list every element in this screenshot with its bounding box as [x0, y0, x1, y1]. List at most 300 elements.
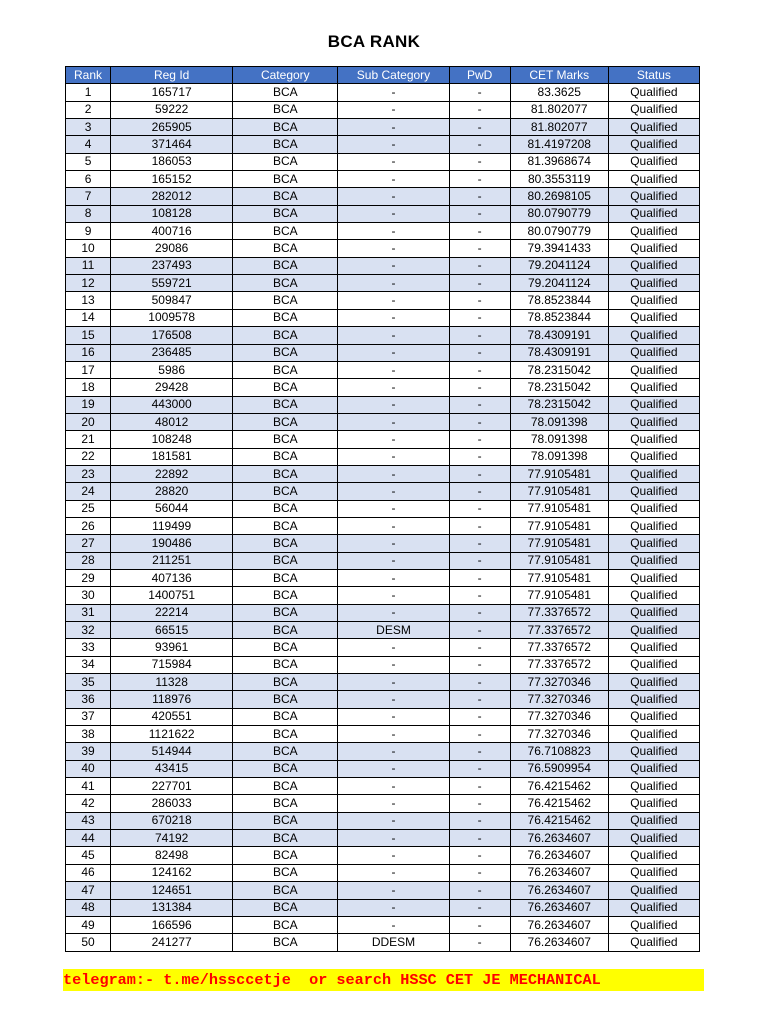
cell-cet-marks: 77.9105481 — [510, 465, 608, 482]
cell-pwd: - — [449, 153, 510, 170]
table-row — [66, 743, 700, 760]
cell-reg-id: 443000 — [111, 396, 233, 413]
cell-category: BCA — [233, 327, 338, 344]
cell-category: BCA — [233, 604, 338, 621]
cell-status: Qualified — [608, 275, 699, 292]
cell-cet-marks: 77.9105481 — [510, 483, 608, 500]
cell-rank: 50 — [66, 934, 111, 951]
cell-sub-category: - — [338, 604, 449, 621]
cell-pwd: - — [449, 639, 510, 656]
column-header-category: Category — [233, 67, 338, 84]
cell-category: BCA — [233, 552, 338, 569]
cell-status: Qualified — [608, 379, 699, 396]
cell-rank: 11 — [66, 257, 111, 274]
cell-pwd: - — [449, 205, 510, 222]
cell-status: Qualified — [608, 569, 699, 586]
cell-category: BCA — [233, 674, 338, 691]
cell-sub-category: - — [338, 587, 449, 604]
cell-status: Qualified — [608, 257, 699, 274]
cell-pwd: - — [449, 916, 510, 933]
cell-reg-id: 1009578 — [111, 309, 233, 326]
cell-reg-id: 119499 — [111, 517, 233, 534]
cell-sub-category: - — [338, 743, 449, 760]
cell-sub-category: - — [338, 899, 449, 916]
cell-category: BCA — [233, 708, 338, 725]
cell-status: Qualified — [608, 552, 699, 569]
cell-cet-marks: 77.3376572 — [510, 604, 608, 621]
cell-pwd: - — [449, 344, 510, 361]
cell-pwd: - — [449, 622, 510, 639]
cell-sub-category: - — [338, 188, 449, 205]
cell-status: Qualified — [608, 171, 699, 188]
cell-cet-marks: 81.3968674 — [510, 153, 608, 170]
cell-status: Qualified — [608, 136, 699, 153]
cell-reg-id: 93961 — [111, 639, 233, 656]
cell-cet-marks: 78.8523844 — [510, 292, 608, 309]
cell-category: BCA — [233, 431, 338, 448]
table-row — [66, 847, 700, 864]
cell-pwd: - — [449, 327, 510, 344]
cell-sub-category: - — [338, 465, 449, 482]
cell-category: BCA — [233, 517, 338, 534]
cell-sub-category: - — [338, 223, 449, 240]
cell-sub-category: - — [338, 517, 449, 534]
cell-cet-marks: 80.0790779 — [510, 205, 608, 222]
cell-status: Qualified — [608, 119, 699, 136]
cell-pwd: - — [449, 743, 510, 760]
cell-category: BCA — [233, 136, 338, 153]
cell-sub-category: - — [338, 691, 449, 708]
table-row — [66, 153, 700, 170]
table-row — [66, 292, 700, 309]
cell-status: Qualified — [608, 691, 699, 708]
cell-sub-category: - — [338, 119, 449, 136]
cell-status: Qualified — [608, 413, 699, 430]
table-row — [66, 569, 700, 586]
cell-sub-category: - — [338, 431, 449, 448]
cell-status: Qualified — [608, 188, 699, 205]
cell-cet-marks: 80.2698105 — [510, 188, 608, 205]
cell-category: BCA — [233, 171, 338, 188]
cell-sub-category: - — [338, 500, 449, 517]
cell-category: BCA — [233, 465, 338, 482]
cell-category: BCA — [233, 760, 338, 777]
cell-status: Qualified — [608, 795, 699, 812]
cell-status: Qualified — [608, 223, 699, 240]
cell-sub-category: - — [338, 778, 449, 795]
cell-status: Qualified — [608, 760, 699, 777]
cell-cet-marks: 76.7108823 — [510, 743, 608, 760]
cell-cet-marks: 79.3941433 — [510, 240, 608, 257]
rank-table — [65, 66, 700, 952]
cell-rank: 46 — [66, 864, 111, 881]
cell-status: Qualified — [608, 431, 699, 448]
cell-pwd: - — [449, 934, 510, 951]
cell-reg-id: 236485 — [111, 344, 233, 361]
table-row — [66, 882, 700, 899]
cell-reg-id: 400716 — [111, 223, 233, 240]
cell-status: Qualified — [608, 535, 699, 552]
cell-rank: 9 — [66, 223, 111, 240]
table-row — [66, 136, 700, 153]
table-row — [66, 240, 700, 257]
cell-status: Qualified — [608, 639, 699, 656]
table-row — [66, 535, 700, 552]
cell-rank: 37 — [66, 708, 111, 725]
cell-rank: 40 — [66, 760, 111, 777]
table-row — [66, 760, 700, 777]
table-row — [66, 864, 700, 881]
cell-cet-marks: 77.3270346 — [510, 674, 608, 691]
cell-pwd: - — [449, 379, 510, 396]
cell-reg-id: 715984 — [111, 656, 233, 673]
cell-pwd: - — [449, 361, 510, 378]
cell-cet-marks: 78.091398 — [510, 431, 608, 448]
cell-status: Qualified — [608, 396, 699, 413]
cell-category: BCA — [233, 535, 338, 552]
cell-rank: 44 — [66, 830, 111, 847]
cell-status: Qualified — [608, 812, 699, 829]
cell-cet-marks: 76.2634607 — [510, 934, 608, 951]
cell-category: BCA — [233, 899, 338, 916]
cell-reg-id: 59222 — [111, 101, 233, 118]
cell-category: BCA — [233, 396, 338, 413]
cell-sub-category: - — [338, 136, 449, 153]
cell-reg-id: 1121622 — [111, 726, 233, 743]
cell-pwd: - — [449, 847, 510, 864]
cell-rank: 12 — [66, 275, 111, 292]
cell-sub-category: DESM — [338, 622, 449, 639]
table-row — [66, 327, 700, 344]
cell-cet-marks: 77.3376572 — [510, 622, 608, 639]
cell-reg-id: 29086 — [111, 240, 233, 257]
cell-sub-category: DDESM — [338, 934, 449, 951]
cell-rank: 32 — [66, 622, 111, 639]
cell-status: Qualified — [608, 205, 699, 222]
table-row — [66, 812, 700, 829]
footer-banner — [63, 969, 704, 991]
cell-pwd: - — [449, 275, 510, 292]
cell-reg-id: 108248 — [111, 431, 233, 448]
cell-category: BCA — [233, 344, 338, 361]
cell-rank: 20 — [66, 413, 111, 430]
cell-pwd: - — [449, 708, 510, 725]
cell-sub-category: - — [338, 413, 449, 430]
cell-pwd: - — [449, 778, 510, 795]
cell-category: BCA — [233, 743, 338, 760]
cell-status: Qualified — [608, 864, 699, 881]
cell-reg-id: 22892 — [111, 465, 233, 482]
cell-status: Qualified — [608, 361, 699, 378]
cell-sub-category: - — [338, 795, 449, 812]
cell-sub-category: - — [338, 864, 449, 881]
cell-rank: 47 — [66, 882, 111, 899]
table-row — [66, 934, 700, 951]
cell-cet-marks: 78.091398 — [510, 448, 608, 465]
cell-cet-marks: 77.9105481 — [510, 517, 608, 534]
cell-pwd: - — [449, 84, 510, 101]
cell-cet-marks: 76.4215462 — [510, 795, 608, 812]
cell-sub-category: - — [338, 205, 449, 222]
table-row — [66, 344, 700, 361]
cell-pwd: - — [449, 674, 510, 691]
cell-reg-id: 165152 — [111, 171, 233, 188]
cell-sub-category: - — [338, 327, 449, 344]
cell-sub-category: - — [338, 639, 449, 656]
cell-sub-category: - — [338, 656, 449, 673]
cell-status: Qualified — [608, 517, 699, 534]
cell-cet-marks: 77.3376572 — [510, 639, 608, 656]
table-row — [66, 275, 700, 292]
cell-reg-id: 131384 — [111, 899, 233, 916]
cell-pwd: - — [449, 396, 510, 413]
cell-rank: 25 — [66, 500, 111, 517]
cell-status: Qualified — [608, 327, 699, 344]
cell-status: Qualified — [608, 465, 699, 482]
column-header-rank: Rank — [66, 67, 111, 84]
cell-status: Qualified — [608, 656, 699, 673]
cell-rank: 13 — [66, 292, 111, 309]
cell-cet-marks: 77.9105481 — [510, 569, 608, 586]
cell-rank: 35 — [66, 674, 111, 691]
cell-category: BCA — [233, 448, 338, 465]
cell-status: Qualified — [608, 84, 699, 101]
table-row — [66, 257, 700, 274]
cell-category: BCA — [233, 882, 338, 899]
table-row — [66, 223, 700, 240]
table-row — [66, 361, 700, 378]
cell-sub-category: - — [338, 726, 449, 743]
cell-status: Qualified — [608, 674, 699, 691]
cell-reg-id: 56044 — [111, 500, 233, 517]
column-header-status: Status — [608, 67, 699, 84]
table-row — [66, 309, 700, 326]
table-row — [66, 830, 700, 847]
cell-reg-id: 22214 — [111, 604, 233, 621]
cell-sub-category: - — [338, 396, 449, 413]
cell-pwd: - — [449, 726, 510, 743]
cell-rank: 1 — [66, 84, 111, 101]
cell-rank: 34 — [66, 656, 111, 673]
cell-pwd: - — [449, 223, 510, 240]
cell-sub-category: - — [338, 674, 449, 691]
cell-category: BCA — [233, 101, 338, 118]
cell-cet-marks: 81.802077 — [510, 119, 608, 136]
cell-pwd: - — [449, 864, 510, 881]
table-row — [66, 622, 700, 639]
cell-category: BCA — [233, 622, 338, 639]
cell-cet-marks: 78.4309191 — [510, 344, 608, 361]
cell-cet-marks: 83.3625 — [510, 84, 608, 101]
cell-cet-marks: 78.091398 — [510, 413, 608, 430]
cell-cet-marks: 80.3553119 — [510, 171, 608, 188]
cell-rank: 30 — [66, 587, 111, 604]
cell-category: BCA — [233, 379, 338, 396]
cell-reg-id: 420551 — [111, 708, 233, 725]
cell-status: Qualified — [608, 604, 699, 621]
cell-category: BCA — [233, 361, 338, 378]
cell-category: BCA — [233, 309, 338, 326]
cell-cet-marks: 79.2041124 — [510, 257, 608, 274]
cell-category: BCA — [233, 639, 338, 656]
cell-category: BCA — [233, 830, 338, 847]
cell-reg-id: 176508 — [111, 327, 233, 344]
table-row — [66, 171, 700, 188]
cell-pwd: - — [449, 101, 510, 118]
cell-rank: 3 — [66, 119, 111, 136]
cell-category: BCA — [233, 413, 338, 430]
table-row — [66, 726, 700, 743]
cell-sub-category: - — [338, 812, 449, 829]
cell-sub-category: - — [338, 292, 449, 309]
column-header-sub-category: Sub Category — [338, 67, 449, 84]
cell-cet-marks: 76.2634607 — [510, 882, 608, 899]
cell-reg-id: 371464 — [111, 136, 233, 153]
cell-status: Qualified — [608, 292, 699, 309]
cell-sub-category: - — [338, 361, 449, 378]
cell-pwd: - — [449, 500, 510, 517]
cell-status: Qualified — [608, 778, 699, 795]
cell-rank: 28 — [66, 552, 111, 569]
cell-reg-id: 227701 — [111, 778, 233, 795]
cell-sub-category: - — [338, 552, 449, 569]
cell-category: BCA — [233, 292, 338, 309]
cell-cet-marks: 78.2315042 — [510, 396, 608, 413]
cell-pwd: - — [449, 413, 510, 430]
cell-cet-marks: 77.3270346 — [510, 726, 608, 743]
cell-rank: 5 — [66, 153, 111, 170]
cell-sub-category: - — [338, 171, 449, 188]
cell-cet-marks: 76.2634607 — [510, 864, 608, 881]
cell-rank: 10 — [66, 240, 111, 257]
cell-pwd: - — [449, 552, 510, 569]
table-row — [66, 101, 700, 118]
cell-rank: 27 — [66, 535, 111, 552]
cell-pwd: - — [449, 569, 510, 586]
cell-category: BCA — [233, 569, 338, 586]
table-row — [66, 188, 700, 205]
cell-rank: 29 — [66, 569, 111, 586]
cell-status: Qualified — [608, 587, 699, 604]
cell-reg-id: 11328 — [111, 674, 233, 691]
cell-pwd: - — [449, 171, 510, 188]
table-row — [66, 483, 700, 500]
cell-rank: 49 — [66, 916, 111, 933]
cell-category: BCA — [233, 483, 338, 500]
cell-cet-marks: 77.9105481 — [510, 587, 608, 604]
cell-rank: 48 — [66, 899, 111, 916]
cell-pwd: - — [449, 240, 510, 257]
cell-pwd: - — [449, 465, 510, 482]
cell-reg-id: 1400751 — [111, 587, 233, 604]
table-row — [66, 899, 700, 916]
cell-pwd: - — [449, 656, 510, 673]
cell-category: BCA — [233, 223, 338, 240]
cell-reg-id: 407136 — [111, 569, 233, 586]
cell-rank: 19 — [66, 396, 111, 413]
table-row — [66, 448, 700, 465]
cell-cet-marks: 78.2315042 — [510, 379, 608, 396]
cell-pwd: - — [449, 830, 510, 847]
cell-cet-marks: 77.3270346 — [510, 691, 608, 708]
cell-status: Qualified — [608, 483, 699, 500]
cell-reg-id: 28820 — [111, 483, 233, 500]
cell-rank: 23 — [66, 465, 111, 482]
footer-text: telegram:- t.me/hssccetje or search HSSC CET JE MECHANICAL — [63, 971, 601, 989]
cell-sub-category: - — [338, 240, 449, 257]
cell-status: Qualified — [608, 240, 699, 257]
cell-reg-id: 241277 — [111, 934, 233, 951]
cell-sub-category: - — [338, 448, 449, 465]
cell-status: Qualified — [608, 882, 699, 899]
cell-cet-marks: 77.3270346 — [510, 708, 608, 725]
cell-pwd: - — [449, 587, 510, 604]
cell-cet-marks: 81.802077 — [510, 101, 608, 118]
cell-status: Qualified — [608, 448, 699, 465]
cell-pwd: - — [449, 535, 510, 552]
cell-category: BCA — [233, 691, 338, 708]
cell-pwd: - — [449, 795, 510, 812]
cell-pwd: - — [449, 292, 510, 309]
cell-cet-marks: 80.0790779 — [510, 223, 608, 240]
cell-reg-id: 509847 — [111, 292, 233, 309]
cell-rank: 17 — [66, 361, 111, 378]
cell-reg-id: 514944 — [111, 743, 233, 760]
table-row — [66, 84, 700, 101]
table-row — [66, 656, 700, 673]
cell-pwd: - — [449, 136, 510, 153]
cell-category: BCA — [233, 726, 338, 743]
cell-rank: 4 — [66, 136, 111, 153]
cell-category: BCA — [233, 916, 338, 933]
cell-reg-id: 118976 — [111, 691, 233, 708]
table-row — [66, 205, 700, 222]
cell-category: BCA — [233, 778, 338, 795]
cell-rank: 41 — [66, 778, 111, 795]
cell-sub-category: - — [338, 275, 449, 292]
table-row — [66, 396, 700, 413]
cell-sub-category: - — [338, 882, 449, 899]
cell-reg-id: 286033 — [111, 795, 233, 812]
cell-cet-marks: 79.2041124 — [510, 275, 608, 292]
cell-sub-category: - — [338, 830, 449, 847]
cell-reg-id: 108128 — [111, 205, 233, 222]
cell-category: BCA — [233, 934, 338, 951]
cell-rank: 15 — [66, 327, 111, 344]
column-header-pwd: PwD — [449, 67, 510, 84]
cell-sub-category: - — [338, 84, 449, 101]
cell-category: BCA — [233, 119, 338, 136]
cell-reg-id: 124162 — [111, 864, 233, 881]
cell-pwd: - — [449, 119, 510, 136]
table-row — [66, 708, 700, 725]
cell-rank: 16 — [66, 344, 111, 361]
cell-cet-marks: 76.4215462 — [510, 812, 608, 829]
cell-reg-id: 66515 — [111, 622, 233, 639]
cell-cet-marks: 76.2634607 — [510, 916, 608, 933]
cell-reg-id: 29428 — [111, 379, 233, 396]
cell-category: BCA — [233, 812, 338, 829]
cell-category: BCA — [233, 84, 338, 101]
table-row — [66, 916, 700, 933]
cell-sub-category: - — [338, 309, 449, 326]
cell-reg-id: 670218 — [111, 812, 233, 829]
cell-reg-id: 5986 — [111, 361, 233, 378]
cell-category: BCA — [233, 257, 338, 274]
cell-pwd: - — [449, 431, 510, 448]
cell-rank: 22 — [66, 448, 111, 465]
cell-reg-id: 165717 — [111, 84, 233, 101]
